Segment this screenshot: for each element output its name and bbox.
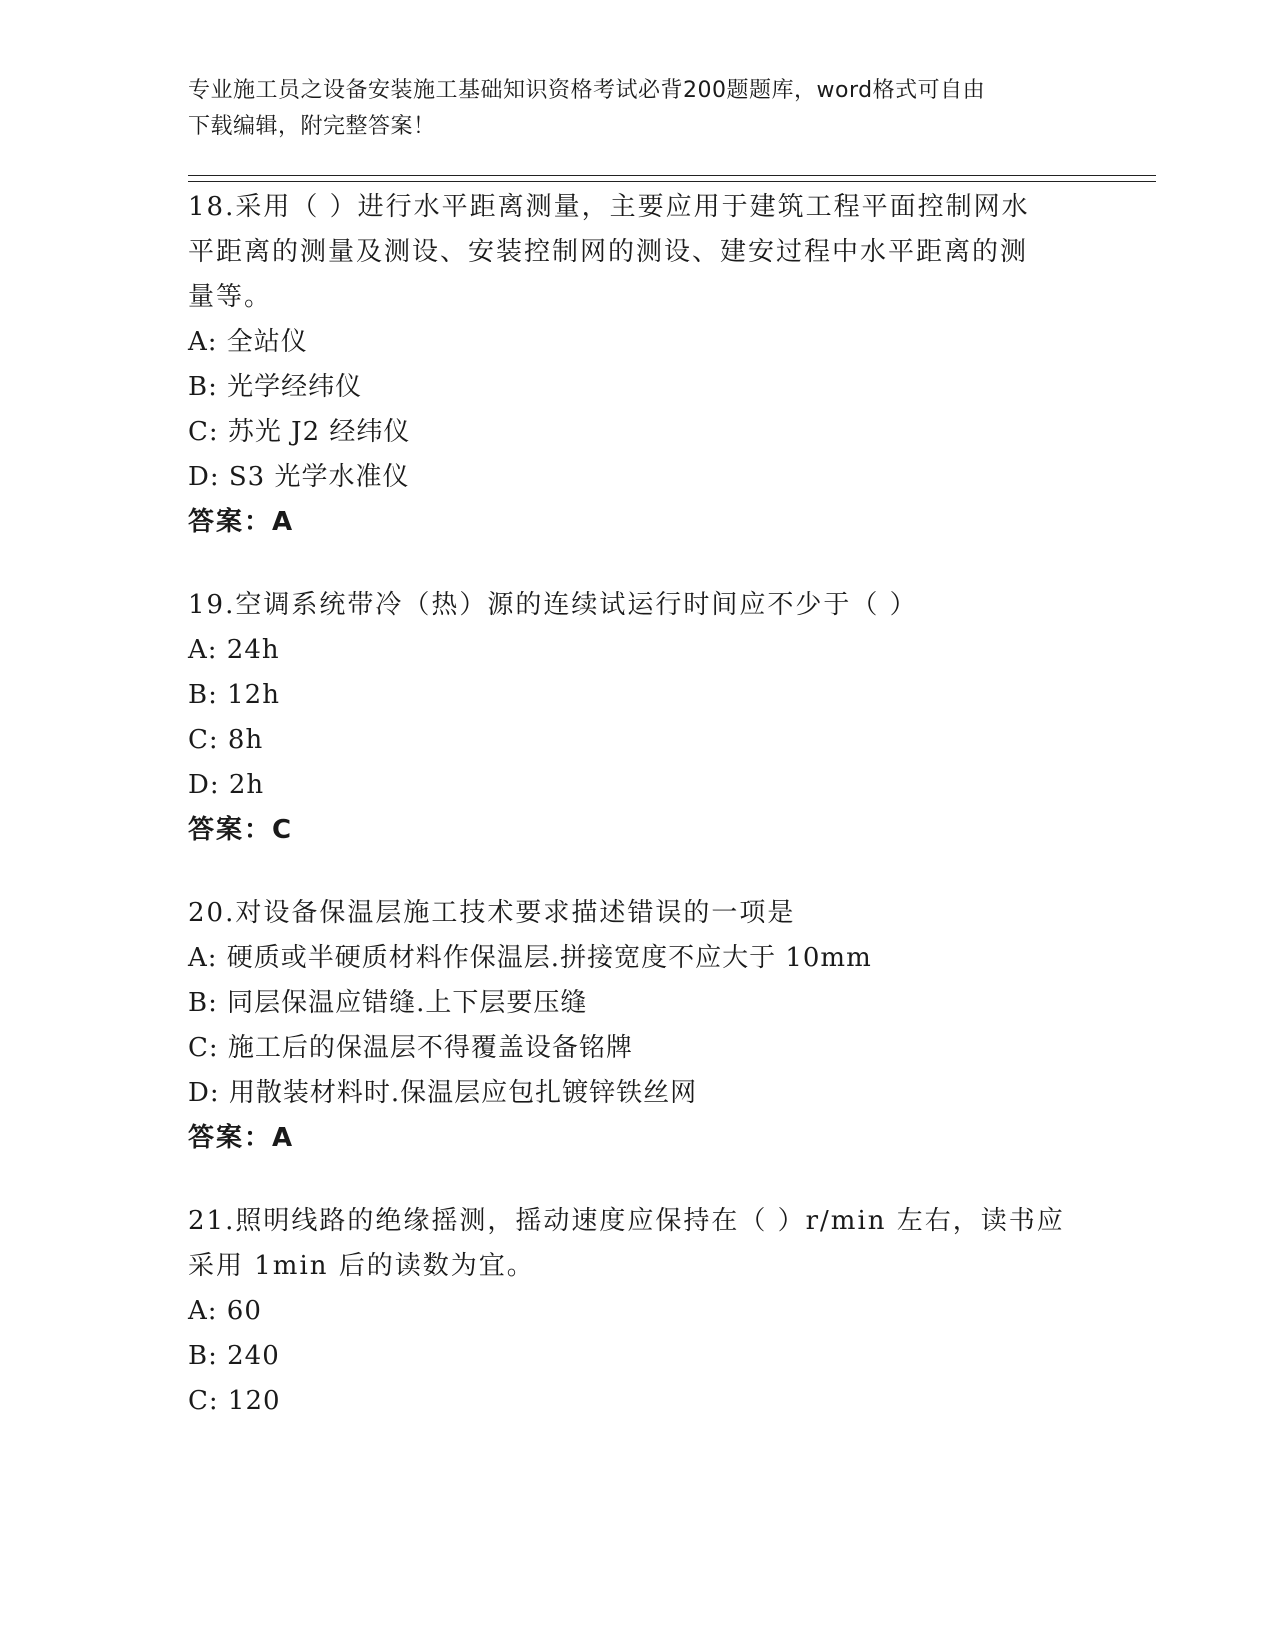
option-c: C: 施工后的保温层不得覆盖设备铭牌: [188, 1033, 633, 1063]
question-text: 20.对设备保温层施工技术要求描述错误的一项是: [188, 898, 796, 928]
option-b: B: 同层保温应错缝.上下层要压缝: [188, 988, 588, 1018]
question-text: 18.采用（ ）进行水平距离测量，主要应用于建筑工程平面控制网水 平距离的测量及测设、安装控制网的测设、建安过程中水平距离的测 量等。: [188, 192, 1030, 312]
question-18: [188, 185, 1088, 545]
option-c: C: 苏光 J2 经纬仪: [188, 417, 411, 447]
option-a: A: 硬质或半硬质材料作保温层.拼接宽度不应大于 10mm: [188, 943, 872, 973]
option-b: B: 光学经纬仪: [188, 372, 363, 402]
question-19: [188, 583, 1088, 853]
answer: 答案：A: [188, 1123, 295, 1153]
header-divider-top: [188, 175, 1156, 176]
option-a: A: 60: [188, 1296, 262, 1326]
option-d: D: S3 光学水准仪: [188, 462, 410, 492]
question-20: [188, 891, 1088, 1161]
option-b: B: 240: [188, 1341, 280, 1371]
option-d: D: 2h: [188, 770, 265, 800]
question-text: 21.照明线路的绝缘摇测，摇动速度应保持在（ ）r/min 左右，读书应 采用 1min 后的读数为宜。: [188, 1206, 1065, 1281]
option-c: C: 120: [188, 1386, 281, 1416]
document-header: 专业施工员之设备安装施工基础知识资格考试必背200题题库，word格式可自由 下载编辑，附完整答案！: [188, 78, 986, 139]
option-c: C: 8h: [188, 725, 264, 755]
question-text: 19.空调系统带冷（热）源的连续试运行时间应不少于（ ）: [188, 590, 918, 620]
option-a: A: 全站仪: [188, 327, 308, 357]
answer: 答案：C: [188, 815, 294, 845]
header-divider-bottom: [188, 181, 1156, 182]
question-21: [188, 1199, 1088, 1424]
answer: 答案：A: [188, 507, 295, 537]
option-a: A: 24h: [188, 635, 280, 665]
option-d: D: 用散装材料时.保温层应包扎镀锌铁丝网: [188, 1078, 698, 1108]
option-b: B: 12h: [188, 680, 280, 710]
